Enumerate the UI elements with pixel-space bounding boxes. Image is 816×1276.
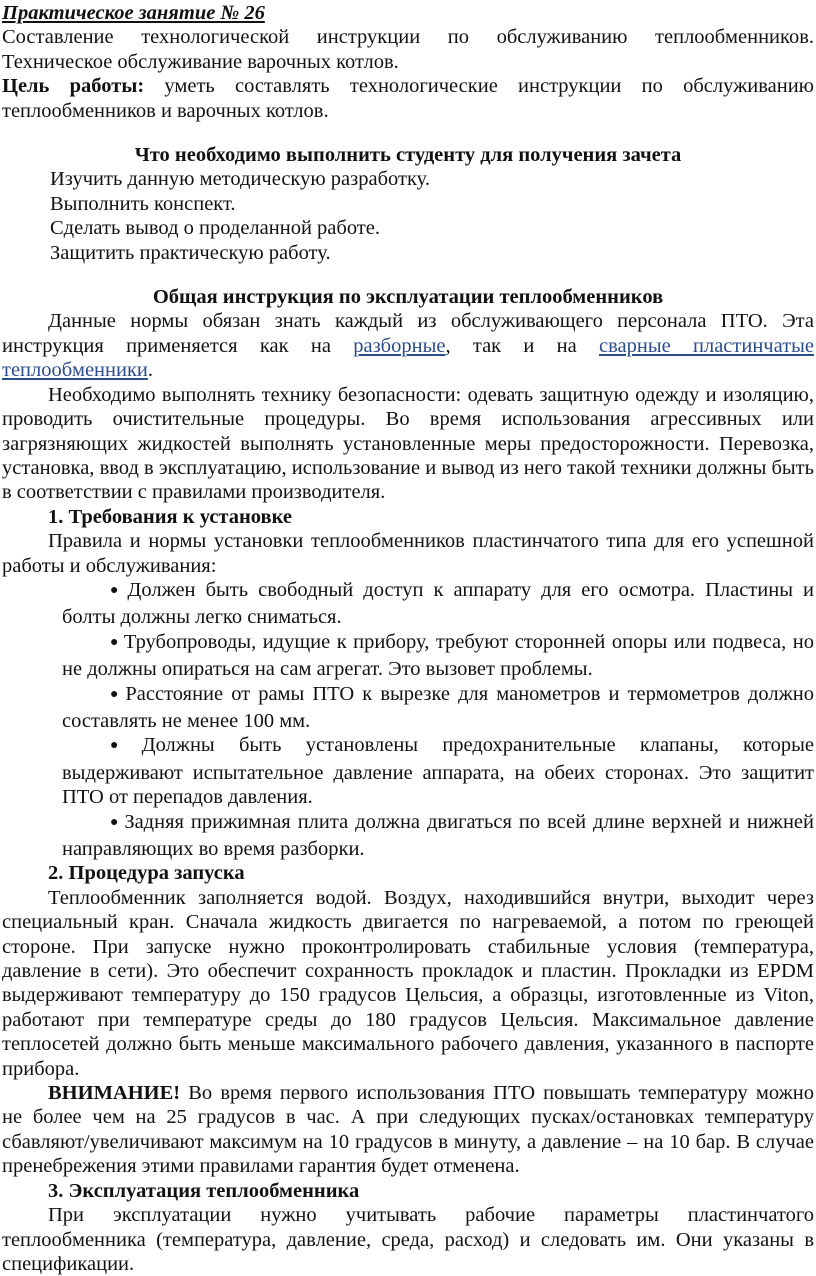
tasks-list [2, 167, 814, 265]
bullet-text: Расстояние от рамы ПТО к вырезке для манометров и термометров должно составлять не менее 100 мм. [62, 682, 814, 732]
bullet-icon: ● [110, 634, 120, 650]
bullet-item [62, 630, 814, 682]
goal-paragraph [2, 74, 814, 123]
instruction-heading: Общая инструкция по эксплуатации теплообменников [152, 286, 664, 309]
goal-text: уметь составлять технологические инструкции по обслуживанию теплообменников и варочных котлов. [2, 75, 814, 122]
instruction-text: Данные нормы обязан знать каждый из обслуживающего персонала ПТО. Эта инструкция применяется как на [2, 310, 814, 357]
task-item: Изучить данную методическую разработку. [50, 168, 430, 191]
bullet-icon: ● [110, 738, 138, 754]
warning-text: Во время первого использования ПТО повышать температуру можно не более чем на 25 градусов в час. А при следующих пусках/остановках температуру сбавляют/увеличивают максимум на 10 градусов в минуту, а давление – на 10 бар. В случае пренебрежения этими правилами гарантия будет отменена. [2, 1082, 814, 1178]
section-2-heading: 2. Процедура запуска [48, 862, 245, 885]
section-2-paragraph: Теплообменник заполняется водой. Воздух, находившийся внутри, выходит через специальный кран. Сначала жидкость двигается по нагреваемой, а потом по греющей стороне. При запуске нужно проконтролировать стабильные условия (температура, давление в сети). Это обеспечит сохранность прокладок и пластин. Прокладки из EPDM выдерживают температуру до 150 градусов Цельсия, а образцы, изготовленные из Viton, работают при температуре среды до 180 градусов Цельсия. Максимальное давление теплосетей должно быть меньше максимального рабочего давления, указанного в паспорте прибора. [2, 886, 814, 1080]
task-item: Сделать вывод о проделанной работе. [50, 217, 380, 240]
bullet-icon: ● [110, 582, 124, 598]
page-title: Практическое занятие № 26 [2, 2, 265, 24]
goal-label: Цель работы: [2, 75, 145, 98]
link-razbornye[interactable]: разборные [353, 334, 446, 357]
section-3-heading: 3. Эксплуатация теплообменника [48, 1179, 360, 1202]
warning-paragraph [2, 1081, 814, 1179]
section-1-bullet-list [2, 578, 814, 861]
section-3-paragraph: При эксплуатации нужно учитывать рабочие параметры пластинчатого теплообменника (температура, давление, среда, расход) и следовать им. Они указаны в спецификации. [2, 1204, 814, 1275]
task-item: Защитить практическую работу. [50, 241, 331, 264]
bullet-text: Задняя прижимная плита должна двигаться по всей длине верхней и нижней направляющих во время разборки. [62, 810, 814, 860]
section-1-heading: 1. Требования к установке [48, 505, 293, 528]
link-svarnye-teploobmenniki[interactable]: сварные пластинчатые теплообменники [2, 334, 815, 382]
instruction-text: . [147, 359, 154, 382]
instruction-paragraph-2: Необходимо выполнять технику безопасности: одевать защитную одежду и изоляцию, проводить очистительные процедуры. Во время использования агрессивных или загрязняющих жидкостей выполнять установленные меры предосторожности. Перевозка, установка, ввод в эксплуатацию, использование и вывод из него такой техники должны быть в соответствии с правилами производителя. [2, 383, 814, 504]
bullet-item [62, 810, 814, 862]
tasks-heading: Что необходимо выполнить студенту для получения зачета [134, 144, 682, 167]
warning-label: ВНИМАНИЕ! [48, 1082, 181, 1105]
bullet-text: Трубопроводы, идущие к прибору, требуют сторонней опоры или подвеса, но не должны опираться на сам агрегат. Это вызовет проблемы. [62, 630, 814, 681]
bullet-item [62, 733, 814, 809]
instruction-paragraph-1 [2, 309, 814, 382]
task-item: Выполнить конспект. [50, 192, 236, 215]
bullet-text: Должен быть свободный доступ к аппарату для его осмотра. Пластины и болты должны легко сниматься. [62, 578, 814, 629]
topic-text: Составление технологической инструкции по обслуживанию теплообменников. Техническое обслуживание варочных котлов. [2, 26, 814, 73]
bullet-item [62, 578, 814, 630]
bullet-icon: ● [110, 814, 121, 830]
bullet-icon: ● [110, 686, 122, 702]
bullet-item [62, 682, 814, 734]
instruction-text: , так и на [445, 334, 600, 357]
bullet-text: Должны быть установлены предохранительные клапаны, которые выдерживают испытательное давление аппарата, на обеих сторонах. Это защитит ПТО от перепадов давления. [62, 734, 814, 809]
section-1-intro: Правила и нормы установки теплообменников пластинчатого типа для его успешной работы и обслуживания: [2, 530, 814, 577]
